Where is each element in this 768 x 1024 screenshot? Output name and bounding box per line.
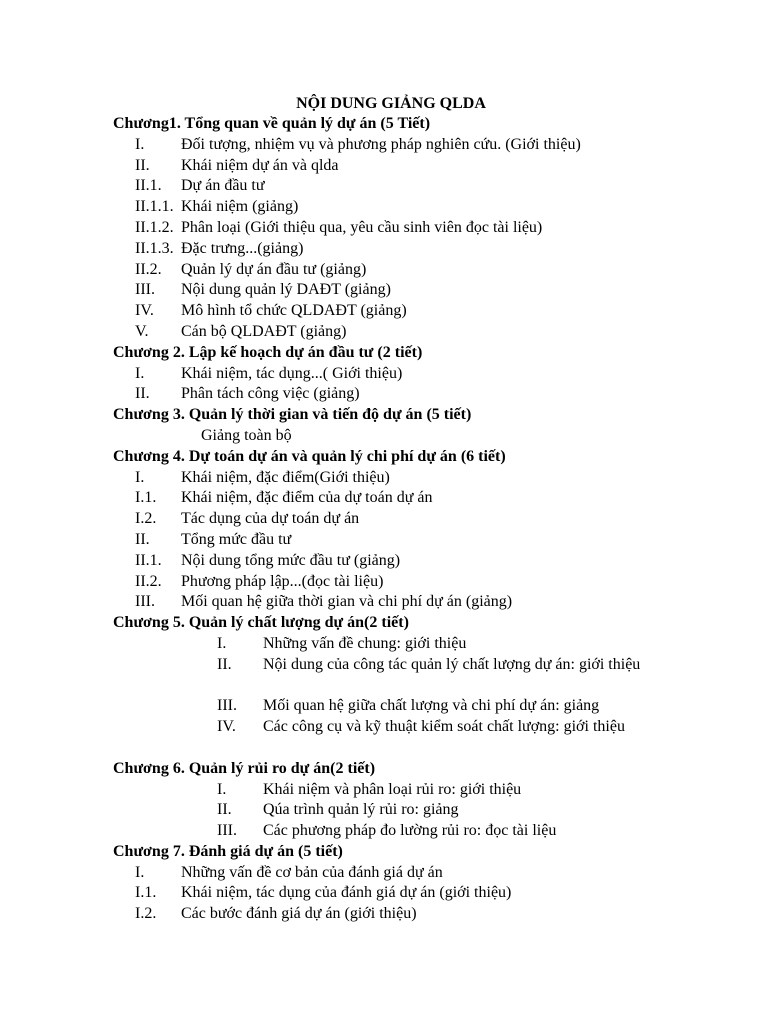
- item-number: II.: [135, 530, 150, 548]
- outline-item: [113, 634, 753, 655]
- item-text: Khái niệm (giảng): [181, 198, 299, 216]
- document-title: NỘI DUNG GIẢNG QLDA: [296, 95, 486, 112]
- outline-item: [113, 280, 753, 301]
- item-text: Khái niệm, tác dụng...( Giới thiệu): [181, 364, 403, 382]
- item-number: II.1.1.: [135, 198, 174, 216]
- item-number: II.: [217, 801, 232, 819]
- outline-item: [113, 780, 753, 801]
- item-number: II.1.2.: [135, 218, 174, 236]
- item-number: II.: [135, 156, 150, 174]
- item-text: Các bước đánh giá dự án (giới thiệu): [181, 905, 417, 923]
- item-text: Khái niệm và phân loại rủi ro: giới thiệu: [263, 780, 522, 798]
- chapter-heading: Chương 4. Dự toán dự án và quản lý chi phí dự án (6 tiết): [113, 447, 506, 465]
- outline-item: [113, 696, 753, 717]
- item-number: II.2.: [135, 572, 162, 590]
- item-number: III.: [217, 822, 237, 840]
- syllabus-content: [113, 114, 753, 925]
- outline-item: [113, 883, 753, 904]
- item-text: Các phương pháp đo lường rủi ro: đọc tài liệu: [263, 822, 557, 840]
- item-number: I.: [135, 364, 145, 382]
- outline-item: [113, 468, 753, 489]
- item-number: I.: [217, 780, 227, 798]
- item-text: Phân loại (Giới thiệu qua, yêu cầu sinh viên đọc tài liệu): [181, 218, 543, 236]
- chapter-heading: Chương 3. Quản lý thời gian và tiến độ dự án (5 tiết): [113, 406, 472, 424]
- item-text: Mối quan hệ giữa chất lượng và chi phí dự án: giảng: [263, 697, 600, 715]
- outline-item: [113, 239, 753, 260]
- outline-item: [113, 592, 753, 613]
- outline-item: [113, 197, 753, 218]
- chapter-heading: Chương 6. Quản lý rủi ro dự án(2 tiết): [113, 759, 376, 777]
- outline-item: [113, 717, 753, 759]
- outline-item: [113, 488, 753, 509]
- item-text: Phân tách công việc (giảng): [181, 385, 360, 403]
- outline-item: [113, 218, 753, 239]
- outline-item: [113, 301, 753, 322]
- item-text: Phương pháp lập...(đọc tài liệu): [181, 572, 384, 590]
- item-number: III.: [135, 593, 155, 611]
- outline-item: [113, 904, 753, 925]
- item-number: I.1.: [135, 884, 157, 902]
- outline-item: [113, 509, 753, 530]
- item-number: III.: [135, 281, 155, 299]
- item-text: Những vấn đề cơ bản của đánh giá dự án: [181, 863, 443, 881]
- outline-item: [113, 572, 753, 593]
- item-text: Đặc trưng...(giảng): [181, 239, 304, 257]
- outline-item: [113, 530, 753, 551]
- item-text: Giảng toàn bộ: [201, 426, 292, 444]
- outline-item: [113, 156, 753, 177]
- item-text: Tổng mức đầu tư: [181, 530, 292, 548]
- chapter-heading: Chương1. Tổng quan về quản lý dự án (5 Tiết): [113, 115, 431, 132]
- item-text: Các công cụ và kỹ thuật kiểm soát chất lượng: giới thiệu: [263, 718, 625, 736]
- outline-item: [113, 135, 753, 156]
- item-number: II.1.3.: [135, 239, 174, 257]
- item-text: Tác dụng của dự toán dự án: [181, 510, 360, 528]
- item-text: Nội dung của công tác quản lý chất lượng dự án: giới thiệu: [263, 655, 641, 673]
- item-text: Mối quan hệ giữa thời gian và chi phí dự án (giảng): [181, 593, 513, 611]
- item-number: I.2.: [135, 905, 157, 923]
- item-number: I.: [217, 634, 227, 652]
- outline-item: [113, 821, 753, 842]
- item-text: Dự án đầu tư: [181, 177, 265, 195]
- item-text: Nội dung tổng mức đầu tư (giảng): [181, 551, 401, 569]
- item-text: Những vấn đề chung: giới thiệu: [263, 634, 467, 652]
- item-number: II.2.: [135, 260, 162, 278]
- item-text: Khái niệm, tác dụng của đánh giá dự án (giới thiệu): [181, 884, 512, 902]
- outline-item: [113, 863, 753, 884]
- item-number: V.: [135, 322, 149, 340]
- item-text: Khái niệm, đặc điểm(Giới thiệu): [181, 468, 390, 486]
- item-text: Khái niệm dự án và qlda: [181, 156, 339, 174]
- item-text: Nội dung quản lý DAĐT (giảng): [181, 281, 391, 299]
- item-text: Mô hình tổ chức QLDAĐT (giảng): [181, 302, 407, 320]
- outline-item: [113, 551, 753, 572]
- chapter-heading: Chương 7. Đánh giá dự án (5 tiết): [113, 842, 343, 860]
- item-number: I.1.: [135, 489, 157, 507]
- item-number: I.2.: [135, 510, 157, 528]
- item-number: II.: [135, 385, 150, 403]
- outline-item: [113, 364, 753, 385]
- outline-item: [113, 322, 753, 343]
- item-number: III.: [217, 697, 237, 715]
- item-number: I.: [135, 468, 145, 486]
- item-number: IV.: [135, 302, 154, 320]
- item-text: Khái niệm, đặc điểm của dự toán dự án: [181, 489, 433, 507]
- item-number: I.: [135, 863, 145, 881]
- outline-item: [113, 260, 753, 281]
- outline-item: [113, 800, 753, 821]
- item-text: Quản lý dự án đầu tư (giảng): [181, 260, 367, 278]
- item-number: IV.: [217, 718, 236, 736]
- outline-item: [113, 655, 753, 697]
- outline-item: [113, 176, 753, 197]
- chapter-heading: Chương 5. Quản lý chất lượng dự án(2 tiết): [113, 614, 409, 632]
- item-text: Đối tượng, nhiệm vụ và phương pháp nghiên cứu. (Giới thiệu): [181, 135, 581, 153]
- item-number: II.1.: [135, 551, 162, 569]
- item-number: II.: [217, 655, 232, 673]
- item-text: Cán bộ QLDAĐT (giảng): [181, 322, 347, 340]
- item-number: I.: [135, 135, 145, 153]
- item-number: II.1.: [135, 177, 162, 195]
- chapter-heading: Chương 2. Lập kế hoạch dự án đầu tư (2 tiết): [113, 343, 423, 361]
- outline-item: [113, 384, 753, 405]
- plain-line: [113, 426, 753, 447]
- item-text: Qúa trình quản lý rủi ro: giảng: [263, 801, 459, 819]
